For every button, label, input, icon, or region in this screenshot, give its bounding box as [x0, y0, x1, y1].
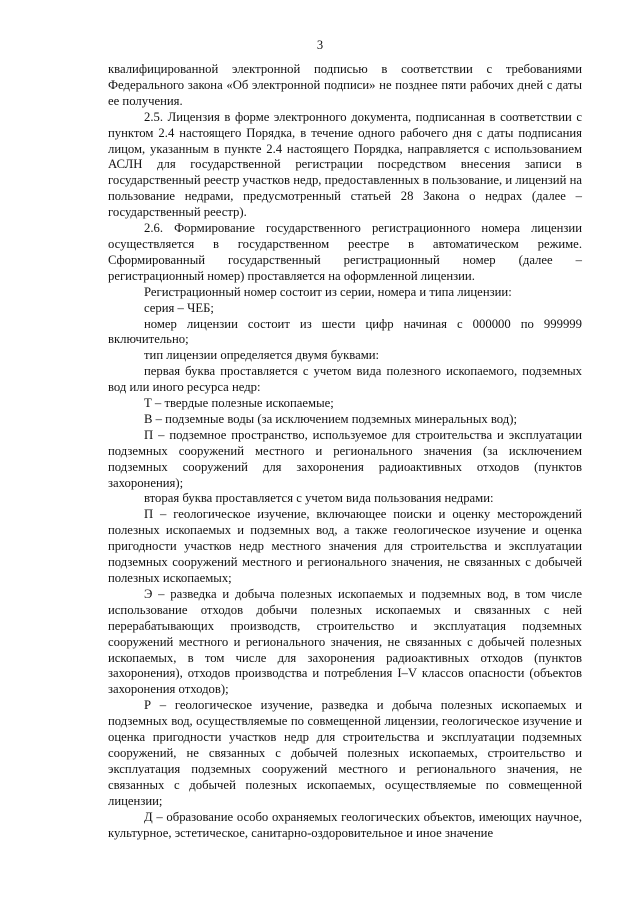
- paragraph-2-5: 2.5. Лицензия в форме электронного документа, подписанная в соответствии с пунктом 2.4 настоящего Порядка, в течение одного рабочего дня с даты подписания лицом, указанным в пункте 2.4 настоящего Порядка, направляется с использованием АСЛН для государственной регистрации посредством внесения записи в государственный реестр участков недр, предоставленных в пользование, и лицензий на пользование недрами, предусмотренный статьей 28 Закона о недрах (далее – государственный реестр).: [108, 109, 582, 220]
- list-item-p-geology: П – геологическое изучение, включающее поиски и оценку месторождений полезных ископаемых и подземных вод, а также геологическое изучение и оценка пригодности участков недр местного значения для строительства и эксплуатации подземных сооружений местного и регионального значения, не связанных с добычей полезных ископаемых;: [108, 507, 582, 585]
- paragraph-license-type: тип лицензии определяется двумя буквами:: [144, 348, 380, 363]
- body-text: [108, 62, 582, 841]
- paragraph-second-letter: вторая буква проставляется с учетом вида пользования недрами:: [144, 491, 494, 506]
- paragraph-license-number: номер лицензии состоит из шести цифр начиная с 000000 по 999999 включительно;: [108, 316, 582, 347]
- paragraph-2-6: 2.6. Формирование государственного регистрационного номера лицензии осуществляется в государственном реестре в автоматическом режиме. Сформированный государственный регистрационный номер (далее – регистрационный номер) проставляется на оформленной лицензии.: [108, 221, 582, 283]
- list-item-e: Э – разведка и добыча полезных ископаемых и подземных вод, в том числе использование отходов добычи полезных ископаемых и связанных с ней перерабатывающих производств, строительство и эксплуатация подземных сооружений местного и регионального значения, не связанных с добычей полезных ископаемых, в том числе для захоронения радиоактивных отходов (пунктов захоронения), отходов производства и потребления I–V классов опасности (объектов захоронения отходов);: [108, 586, 582, 697]
- list-item-p-space: П – подземное пространство, используемое для строительства и эксплуатации подземных сооружений местного и регионального значения (за исключением подземных сооружений для захоронения радиоактивных отходов (пунктов захоронения);: [108, 427, 582, 490]
- list-item-r: Р – геологическое изучение, разведка и добыча полезных ископаемых и подземных вод, осуществляемые по совмещенной лицензии, геологическое изучение и оценка пригодности участков недр для строительства и эксплуатации подземных сооружений, не связанных с добычей полезных ископаемых, строительство и эксплуатация подземных сооружений местного и регионального значения, не связанных с добычей полезных ископаемых, осуществляемые по совмещенной лицензии;: [108, 698, 582, 808]
- list-item-d: Д – образование особо охраняемых геологических объектов, имеющих научное, культурное, эстетическое, санитарно-оздоровительное и иное значение: [108, 809, 582, 840]
- paragraph-continuation: квалифицированной электронной подписью в соответствии с требованиями Федерального закона «Об электронной подписи» не позднее пяти рабочих дней с даты ее получения.: [108, 62, 582, 108]
- paragraph-first-letter: первая буква проставляется с учетом вида полезного ископаемого, подземных вод или иного ресурса недр:: [108, 364, 582, 395]
- list-item-t: Т – твердые полезные ископаемые;: [144, 396, 334, 411]
- paragraph-registration-number: Регистрационный номер состоит из серии, номера и типа лицензии:: [144, 284, 512, 299]
- list-item-v: В – подземные воды (за исключением подземных минеральных вод);: [144, 411, 517, 426]
- page-number: 3: [316, 38, 324, 52]
- paragraph-series: серия – ЧЕБ;: [144, 300, 214, 315]
